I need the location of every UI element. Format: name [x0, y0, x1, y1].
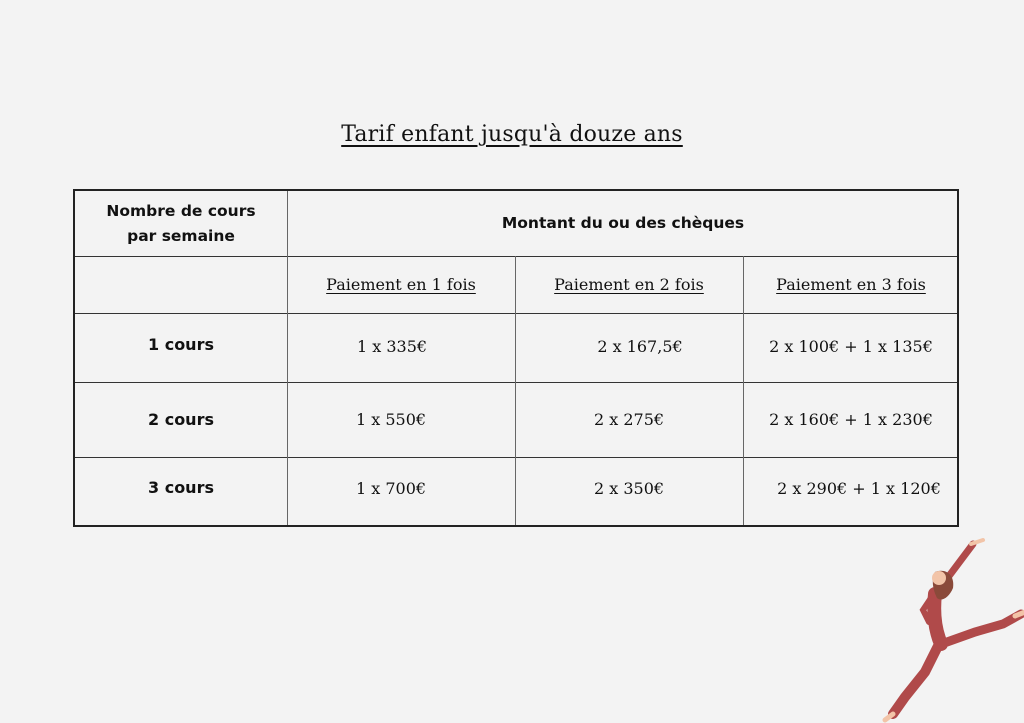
pricing-table	[73, 189, 959, 527]
amount-cell: 2 x 275€	[593, 410, 665, 429]
amount-cell: 2 x 350€	[593, 478, 665, 498]
amount-cell: 2 x 167,5€	[597, 336, 683, 356]
page-title: Tarif enfant jusqu'à douze ans	[341, 122, 683, 147]
header-course-count-line2: par semaine	[127, 226, 235, 245]
header-course-count-line1: Nombre de cours	[106, 201, 256, 220]
payment-header-2: Paiement en 2 fois	[554, 275, 704, 294]
header-amount: Montant du ou des chèques	[501, 214, 745, 232]
amount-cell: 1 x 550€	[355, 410, 427, 429]
amount-cell: 2 x 100€ + 1 x 135€	[769, 336, 933, 356]
header-course-count	[75, 191, 287, 256]
row-label-2: 2 cours	[148, 410, 214, 429]
row-label-3: 3 cours	[148, 477, 214, 497]
amount-cell: 2 x 160€ + 1 x 230€	[769, 410, 933, 429]
payment-header-3: Paiement en 3 fois	[776, 275, 926, 294]
amount-cell: 1 x 335€	[356, 336, 428, 356]
payment-header-1: Paiement en 1 fois	[326, 275, 476, 294]
amount-cell: 1 x 700€	[355, 478, 427, 498]
dancer-illustration-icon	[875, 532, 1024, 723]
amount-cell: 2 x 290€ + 1 x 120€	[777, 478, 941, 498]
row-label-1: 1 cours	[148, 335, 214, 354]
